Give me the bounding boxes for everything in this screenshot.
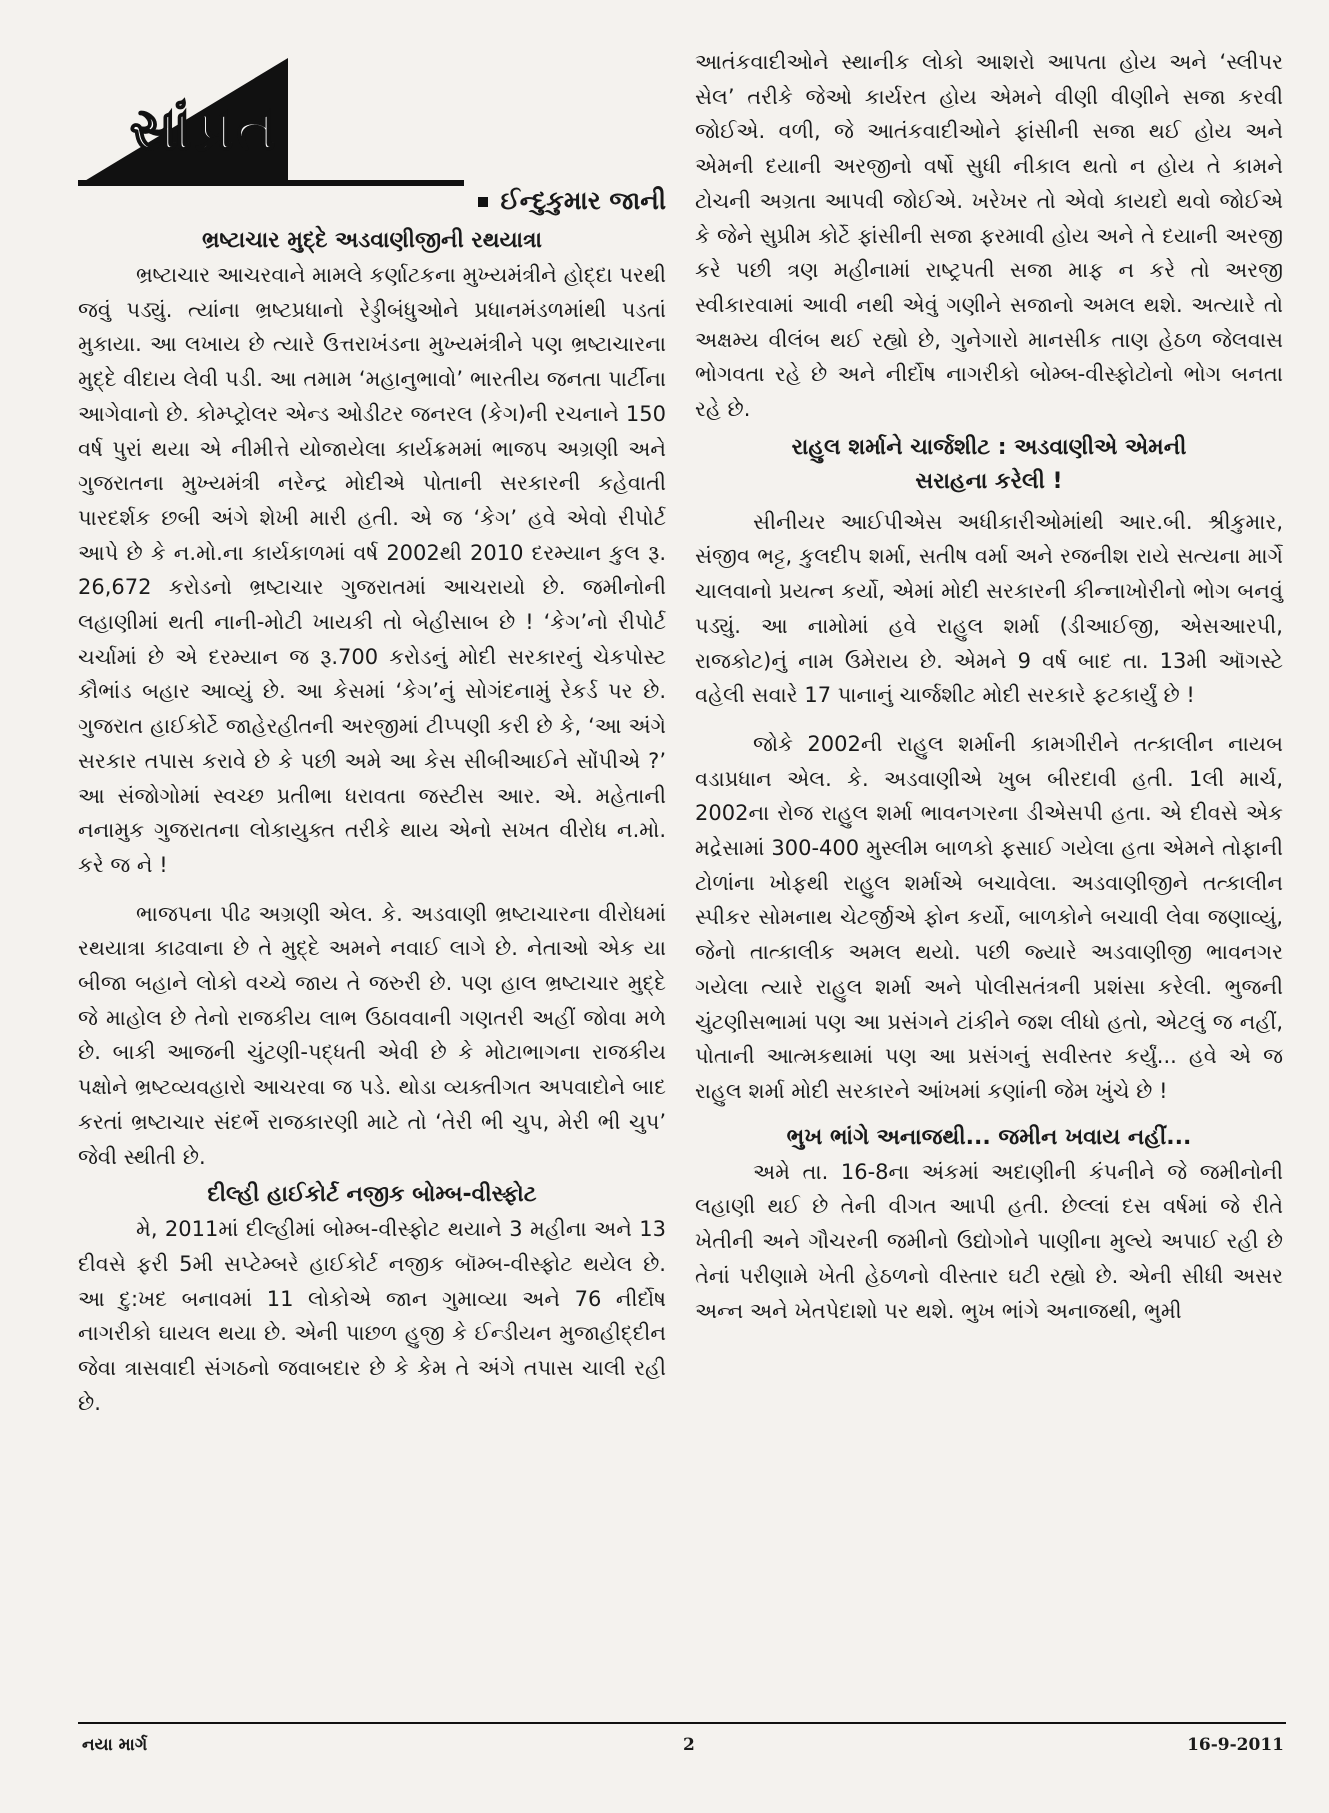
- author-name: ઈન્દુકુમાર જાની: [500, 186, 666, 215]
- column-author: [464, 180, 666, 216]
- article-heading-delhi-blast: દીલ્હી હાઈકોર્ટ નજીક બોમ્બ-વીસ્ફોટ: [207, 1182, 537, 1208]
- article-paragraph: ભ્રષ્ટાચાર આચરવાને મામલે કર્ણાટકના મુખ્યમંત્રીને હોદ્દા પરથી જવું પડ્યું. ત્યાંના ભ્રષ્ટપ્રધાનો રેડ્ડીબંધુઓને પ્રધાનમંડળમાંથી પડતાં મુકાયા. આ લખાય છે ત્યારે ઉત્તરાખંડના મુખ્યમંત્રીને પણ ભ્રષ્ટાચારના મુદ્દે વીદાય લેવી પડી. આ તમામ ‘મહાનુભાવો’ ભારતીય જનતા પાર્ટીના આગેવાનો છે. કોમ્પ્ટ્રોલર એન્ડ ઓડીટર જનરલ (કેગ)ની રચનાને 150 વર્ષ પુરાં થયા એ નીમીત્તે યોજાયેલા કાર્યક્રમમાં ભાજપ અગ્રણી અને ગુજરાતના મુખ્યમંત્રી નરેન્દ્ર મોદીએ પોતાની સરકારની કહેવાતી પારદર્શક છબી અંગે શેખી મારી હતી. એ જ ‘કેગ’ હવે એવો રીપોર્ટ આપે છે કે ન.મો.ના કાર્યકાળમાં વર્ષ 2002થી 2010 દરમ્યાન કુલ રૂ. 26,672 કરોડનો ભ્રષ્ટાચાર ગુજરાતમાં આચરાયો છે. જમીનોની લહાણીમાં થતી નાની-મોટી ખાયકી તો બેહીસાબ છે ! ‘કેગ’નો રીપોર્ટ ચર્ચામાં છે એ દરમ્યાન જ રૂ.700 કરોડનું મોદી સરકારનું ચેકપોસ્ટ કૌભાંડ બહાર આવ્યું છે. આ કેસમાં ‘કેગ’નું સોગંદનામું રેકર્ડ પર છે. ગુજરાત હાઈકોર્ટે જાહેરહીતની અરજીમાં ટીપ્પણી કરી છે કે, ‘આ અંગે સરકાર તપાસ કરાવે છે કે પછી અમે આ કેસ સીબીઆઈને સોંપીએ ?’ આ સંજોગોમાં સ્વચ્છ પ્રતીભા ધરાવતા જસ્ટીસ આર. એ. મહેતાની નનામુક ગુજરાતના લોકાયુક્ત તરીકે થાય એનો સખત વીરોધ ન.મો. કરે જ ને !: [78, 263, 666, 877]
- column-masthead: [78, 0, 666, 215]
- article-heading-rahul-sharma: [695, 431, 1283, 499]
- article-heading-corruption: ભ્રષ્ટાચાર મુદ્દે અડવાણીજીની રથયાત્રા: [202, 228, 542, 253]
- article-paragraph: અમે તા. 16-8ના અંકમાં અદાણીની કંપનીને જે જમીનોની લહાણી થઈ છે તેની વીગત આપી હતી. છેલ્લાં દસ વર્ષમાં જે રીતે ખેતીની અને ગૌચરની જમીનો ઉદ્યોગોને પાણીના મુલ્યે અપાઈ રહી છે તેનાં પરીણામે ખેતી હેઠળનો વીસ્તાર ઘટી રહ્યો છે. એની સીધી અસર અન્ન અને ખેતપેદાશો પર થશે. ભુખ ભાંગે અનાજથી, ભુમી: [695, 1159, 1283, 1323]
- footer-rule: [78, 1722, 1286, 1724]
- bullet-square-icon: [478, 197, 488, 207]
- article-paragraph: ભાજપના પીઢ અગ્રણી એલ. કે. અડવાણી ભ્રષ્ટાચારના વીરોધમાં રથયાત્રા કાઢવાના છે તે મુદ્દે અમને નવાઈ લાગે છે. નેતાઓ એક યા બીજા બહાને લોકો વચ્ચે જાય તે જરુરી છે. પણ હાલ ભ્રષ્ટાચાર મુદ્દે જે માહોલ છે તેનો રાજકીય લાભ ઉઠાવવાની ગણતરી અહીં જોવા મળે છે. બાકી આજની ચુંટણી-પદ્ધતી એવી છે કે મોટાભાગના રાજકીય પક્ષોને ભ્રષ્ટવ્યવહારો આચરવા જ પડે. થોડા વ્યક્તીગત અપવાદોને બાદ કરતાં ભ્રષ્ટાચાર સંદર્ભે રાજકારણી માટે તો ‘તેરી ભી ચુપ, મેરી ભી ચુપ’ જેવી સ્થીતી છે.: [78, 901, 666, 1169]
- right-column: [695, 45, 1283, 1328]
- left-column: [78, 0, 666, 1421]
- heading-line-2: સરાહના કરેલી !: [915, 468, 1063, 494]
- heading-line-1: રાહુલ શર્માને ચાર્જશીટ : અડવાણીએ એમની: [791, 434, 1187, 460]
- article-paragraph: જોકે 2002ની રાહુલ શર્માની કામગીરીને તત્કાલીન નાયબ વડાપ્રધાન એલ. કે. અડવાણીએ ખુબ બીરદાવી હતી. 1લી માર્ચ, 2002ના રોજ રાહુલ શર્મા ભાવનગરના ડીએસપી હતા. એ દીવસે એક મદ્રેસામાં 300-400 મુસ્લીમ બાળકો ફસાઈ ગયેલા હતા એમને તોફાની ટોળાંના ખોફથી રાહુલ શર્માએ બચાવેલા. અડવાણીજીને તત્કાલીન સ્પીકર સોમનાથ ચેટર્જીએ ફોન કર્યો, બાળકોને બચાવી લેવા જણાવ્યું, જેનો તાત્કાલીક અમલ થયો. પછી જ્યારે અડવાણીજી ભાવનગર ગયેલા ત્યારે રાહુલ શર્મા અને પોલીસતંત્રની પ્રશંસા કરેલી. ભુજની ચુંટણીસભામાં પણ આ પ્રસંગને ટાંકીને જશ લીધો હતો, એટલું જ નહીં, પોતાની આત્મકથામાં પણ આ પ્રસંગનું સવીસ્તર કર્યું... હવે એ જ રાહુલ શર્મા મોદી સરકારને આંખમાં કણાંની જેમ ખુંચે છે !: [695, 731, 1283, 1103]
- article-paragraph: મે, 2011માં દીલ્હીમાં બોમ્બ-વીસ્ફોટ થયાને 3 મહીના અને 13 દીવસે ફરી 5મી સપ્ટેમ્બરે હાઈકોર્ટ નજીક બૉમ્બ-વીસ્ફોટ થયેલ છે. આ દુ:ખદ બનાવમાં 11 લોકોએ જાન ગુમાવ્યા અને 76 નીર્દોષ નાગરીકો ઘાયલ થયા છે. એની પાછળ હુજી કે ઈન્ડીયન મુજાહીદ્દીન જેવા ત્રાસવાદી સંગઠનો જવાબદાર છે કે કેમ તે અંગે તપાસ ચાલી રહી છે.: [78, 1217, 666, 1415]
- column-title: સાંપ્રત: [130, 95, 280, 163]
- article-heading-hunger: ભુખ ભાંગે અનાજથી... જમીન ખવાય નહીં...: [786, 1124, 1192, 1150]
- footer-page-number: 2: [683, 1735, 695, 1755]
- footer-publication: નયા માર્ગ: [82, 1735, 148, 1755]
- footer-date: 16-9-2011: [1187, 1735, 1284, 1755]
- article-paragraph-continued: આતંકવાદીઓને સ્થાનીક લોકો આશરો આપતા હોય અને ‘સ્લીપર સેલ’ તરીકે જેઓ કાર્યરત હોય એમને વીણી વીણીને સજા કરવી જોઈએ. વળી, જે આતંકવાદીઓને ફાંસીની સજા થઈ હોય અને એમની દયાની અરજીનો વર્ષો સુધી નીકાલ થતો ન હોય તે કામને ટોચની અગ્રતા આપવી જોઈએ. ખરેખર તો એવો કાયદો થવો જોઈએ કે જેને સુપ્રીમ કોર્ટે ફાંસીની સજા ફરમાવી હોય અને તે દયાની અરજી કરે પછી ત્રણ મહીનામાં રાષ્ટ્રપતી સજા માફ ન કરે તો અરજી સ્વીકારવામાં આવી નથી એવું ગણીને સજાનો અમલ થશે. અત્યારે તો અક્ષમ્ય વીલંબ થઈ રહ્યો છે, ગુનેગારો માનસીક તાણ હેઠળ જેલવાસ ભોગવતા રહે છે અને નીર્દોષ નાગરીકો બોમ્બ-વીસ્ફોટોનો ભોગ બનતા રહે છે.: [695, 50, 1283, 422]
- article-paragraph: સીનીયર આઈપીએસ અધીકારીઓમાંથી આર.બી. શ્રીકુમાર, સંજીવ ભટ્ટ, કુલદીપ શર્મા, સતીષ વર્મા અને રજનીશ રાયે સત્યના માર્ગે ચાલવાનો પ્રયત્ન કર્યો, એમાં મોદી સરકારની કીન્નાખોરીનો ભોગ બનવું પડ્યું. આ નામોમાં હવે રાહુલ શર્મા (ડીઆઈજી, એસઆરપી, રાજકોટ)નું નામ ઉમેરાય છે. એમને 9 વર્ષ બાદ તા. 13મી ઑગસ્ટે વહેલી સવારે 17 પાનાનું ચાર્જશીટ મોદી સરકારે ફટકાર્યું છે !: [695, 509, 1283, 708]
